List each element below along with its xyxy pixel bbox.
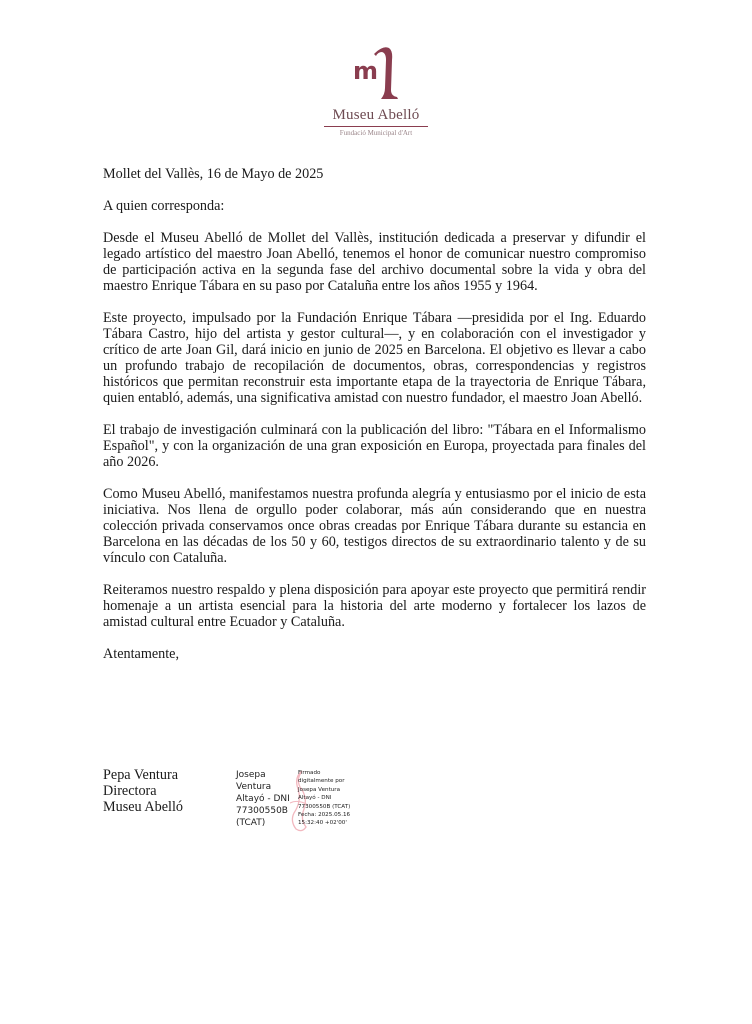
place-date: Mollet del Vallès, 16 de Mayo de 2025 — [103, 166, 324, 182]
logo-divider — [324, 126, 428, 127]
logo-museum-name: Museu Abelló — [332, 107, 420, 123]
sig-right-line: 77300550B (TCAT) — [298, 803, 351, 810]
logo-hook-icon — [373, 44, 399, 102]
signer-details — [103, 767, 183, 815]
sig-left-line: Ventura — [236, 782, 272, 792]
logo-m-glyph: m — [353, 57, 379, 85]
signer-role: Directora — [103, 783, 157, 799]
signer-organization: Museu Abelló — [103, 799, 183, 815]
paragraph-3: El trabajo de investigación culminará con la publicación del libro: "Tábara en el Informalismo Español", y con la organización de una gran exposición en Europa, proyectada para finales del año 2026. — [103, 422, 646, 470]
sig-left-line: 77300550B — [236, 806, 288, 816]
sig-left-line: Josepa — [236, 770, 266, 780]
paragraph-1: Desde el Museu Abelló de Mollet del Vallès, institución dedicada a preservar y difundir el legado artístico del maestro Joan Abelló, tenemos el honor de comunicar nuestro compromiso de participación activa en la segunda fase del archivo documental sobre la vida y obra del maestro Enrique Tábara en su paso por Cataluña entre los años 1955 y 1964. — [103, 230, 646, 294]
signer-name: Pepa Ventura — [103, 767, 178, 783]
sig-right-line: Altayó - DNI — [298, 795, 332, 802]
logo-subtitle: Fundació Municipal d'Art — [339, 129, 413, 137]
closing: Atentamente, — [103, 646, 180, 662]
digital-signature-stamp[interactable] — [236, 769, 366, 835]
paragraph-5: Reiteramos nuestro respaldo y plena disposición para apoyar este proyecto que permitirá rendir homenaje a un artista esencial para la historia del arte moderno y fortalecer los lazos de amistad cultural entre Ecuador y Cataluña. — [103, 582, 646, 630]
sig-left-line: (TCAT) — [236, 818, 266, 828]
logo-mark — [346, 42, 406, 104]
letter-body — [103, 166, 646, 678]
paragraph-2: Este proyecto, impulsado por la Fundación Enrique Tábara —presidida por el Ing. Eduardo Tábara Castro, hijo del artista y gestor cultural—, y en colaboración con el investigador y crítico de arte Joan Gil, dará inicio en junio de 2025 en Barcelona. El objetivo es llevar a cabo un profundo trabajo de recopilación de documentos, obras, correspondencias y registros históricos que permitan reconstruir esta importante etapa de la trayectoria de Enrique Tábara, quien entabló, además, una significativa amistad con nuestro fundador, el maestro Joan Abelló. — [103, 310, 646, 406]
sig-right-line: digitalmente por — [298, 778, 345, 785]
sig-right-line: 15:32:40 +02'00' — [298, 820, 347, 827]
sig-right-line: Josepa Ventura — [298, 786, 341, 793]
sig-right-line: Firmado — [298, 770, 321, 776]
signature-details — [298, 769, 350, 828]
sig-left-line: Altayó - DNI — [236, 794, 290, 804]
signature-block — [103, 767, 403, 837]
signature-signer-id — [236, 769, 290, 829]
museum-letterhead-logo — [316, 42, 436, 138]
salutation: A quien corresponda: — [103, 198, 225, 214]
paragraph-4: Como Museu Abelló, manifestamos nuestra profunda alegría y entusiasmo por el inicio de esta iniciativa. Nos llena de orgullo poder colaborar, más aún considerando que en nuestra colección privada conservamos once obras creadas por Enrique Tábara durante su estancia en Barcelona en las décadas de los 50 y 60, testigos directos de su extraordinario talento y de su vínculo con Cataluña. — [103, 486, 646, 566]
sig-right-line: Fecha: 2025.05.16 — [298, 812, 351, 819]
